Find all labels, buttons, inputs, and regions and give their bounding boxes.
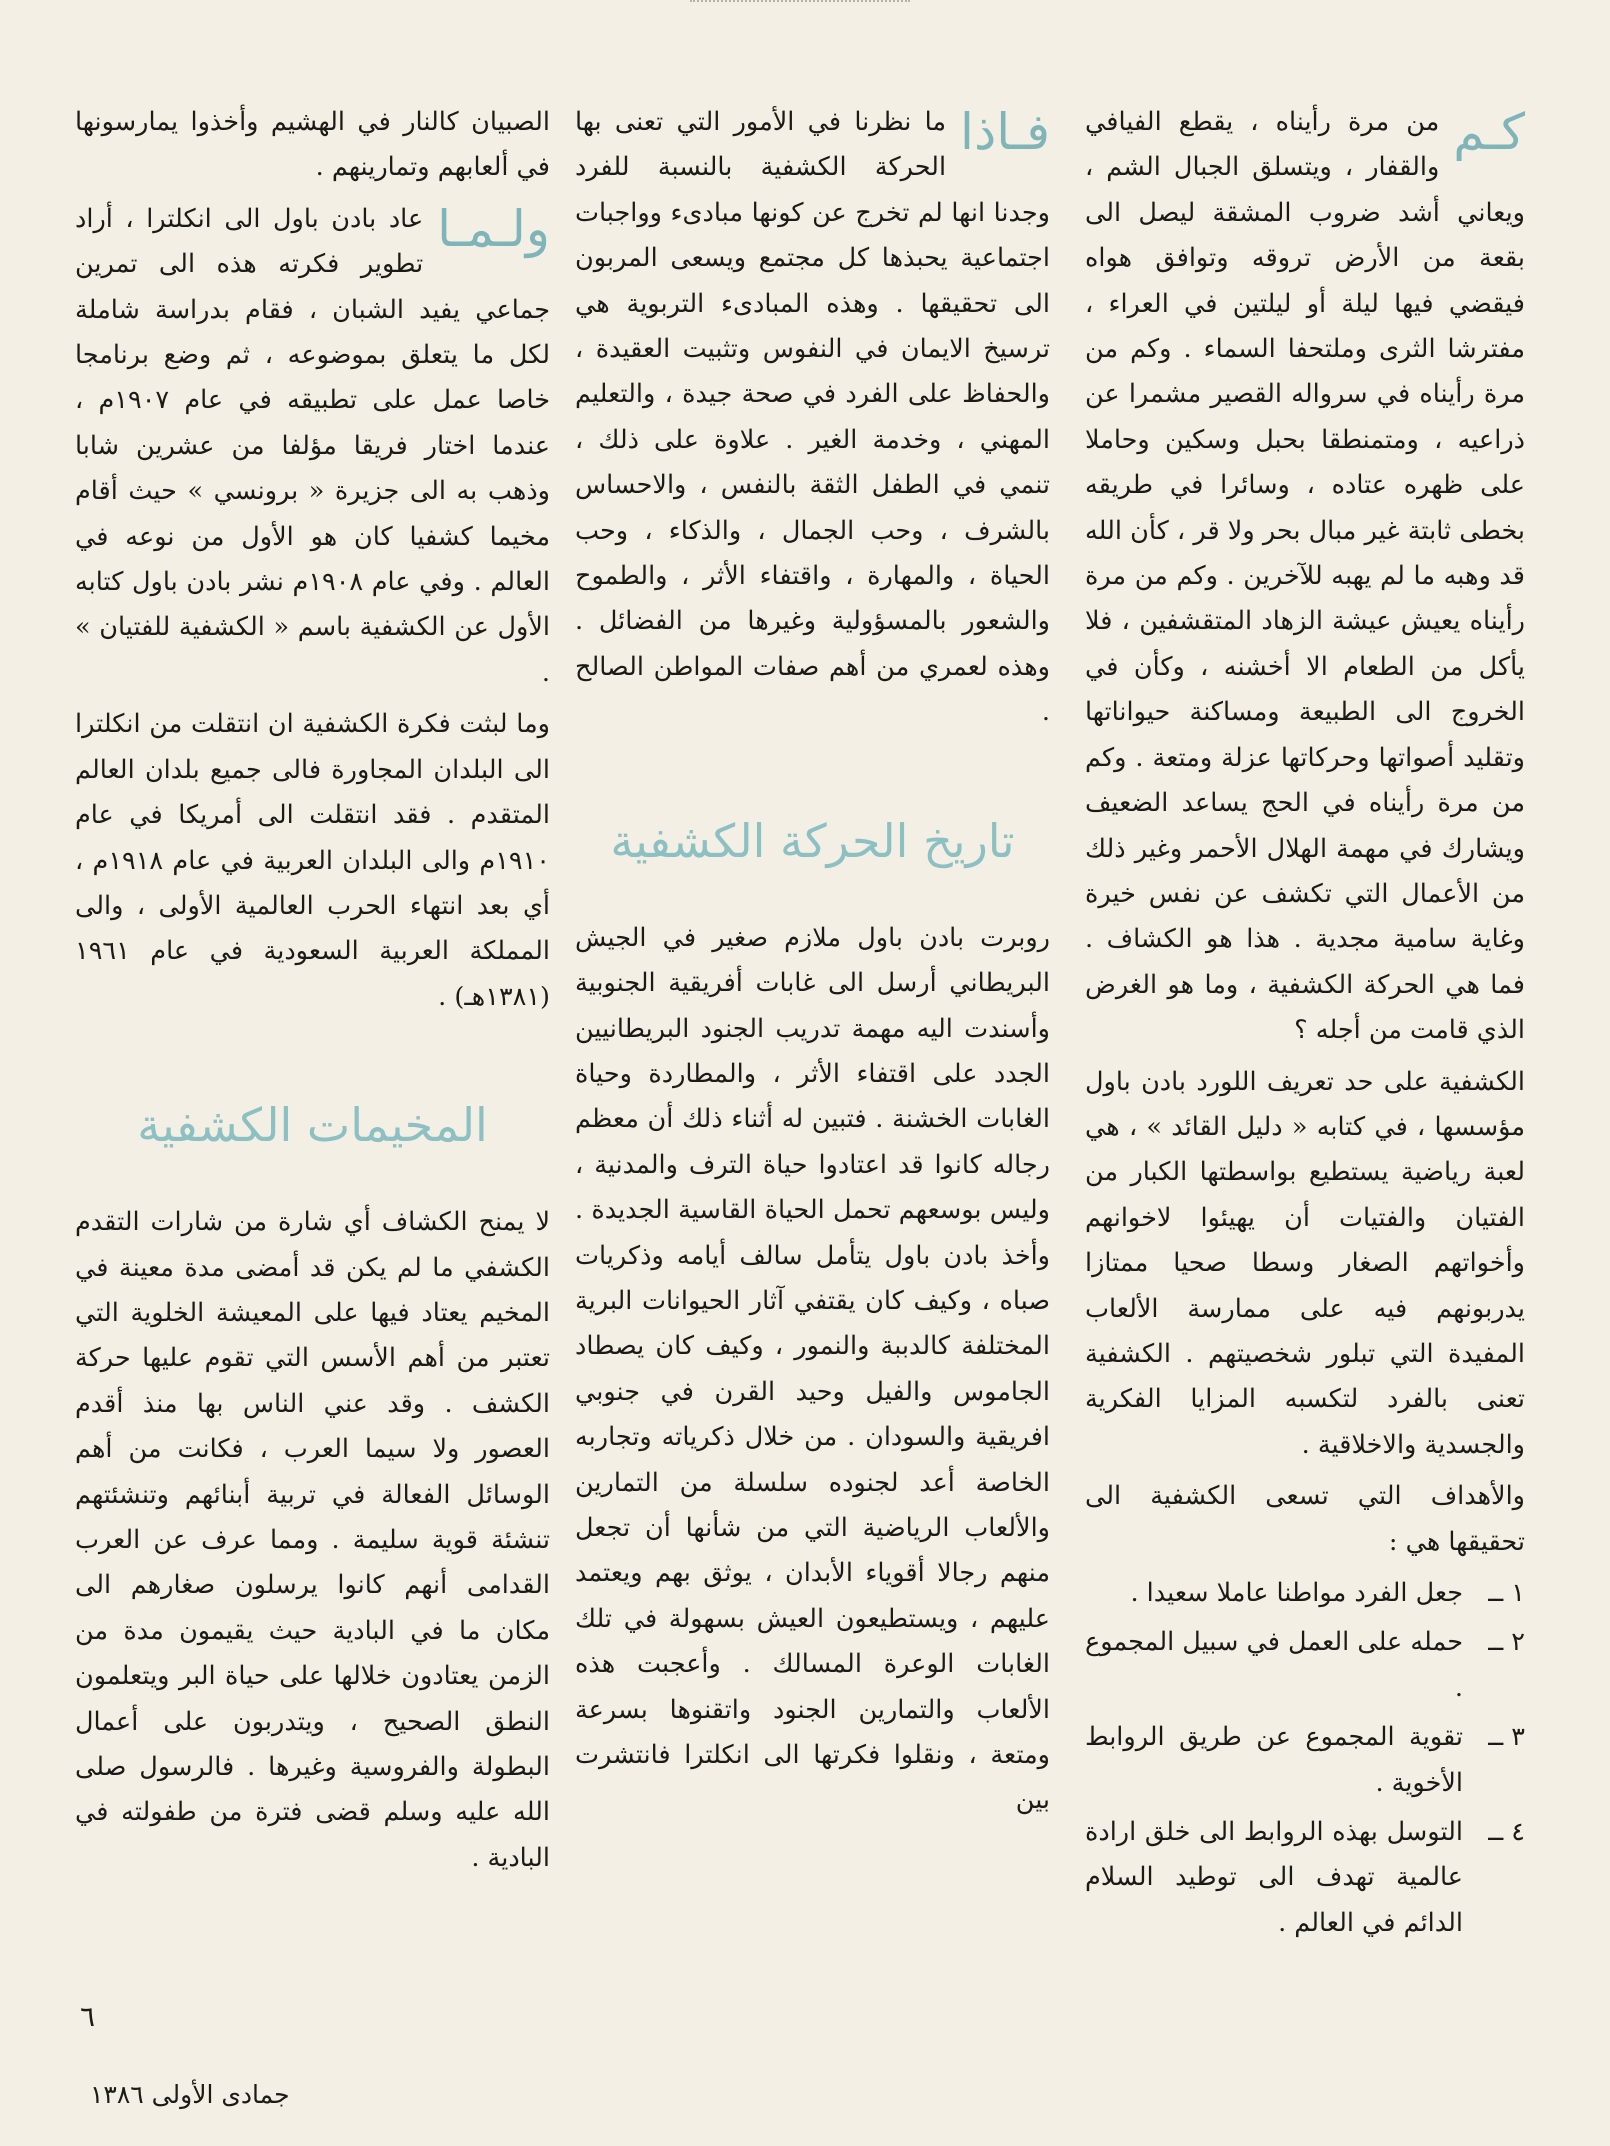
list-item-text: جعل الفرد مواطنا عاملا سعيدا .	[1130, 1578, 1463, 1608]
return-paragraph	[75, 197, 550, 696]
decorative-drop-word: كـم	[1453, 103, 1525, 161]
list-item-number: ٢ ــ	[1488, 1627, 1525, 1658]
article-column-right	[1085, 100, 1525, 1950]
top-edge-mark	[690, 0, 910, 8]
principles-text: ما نظرنا في الأمور التي تعنى بها الحركة الكشفية بالنسبة للفرد وجدنا انها لم تخرج عن كونها مبادىء وواجبات اجتماعية يحبذها كل مجتمع ويسعى المربون الى تحقيقها . وهذه المبادىء التربوية هي ترسيخ الايمان في النفوس وتثبيت العقيدة ، والحفاظ على الفرد في صحة جيدة ، والتعليم المهني ، وخدمة الغير . علاوة على ذلك ، تنمي في الطفل الثقة بالنفس ، والاحساس بالشرف ، وحب الجمال ، والذكاء ، وحب الحياة ، والمهارة ، واقتفاء الأثر ، والطموح والشعور بالمسؤولية وغيرها من الفضائل . وهذه لعمري من أهم صفات المواطن الصالح .	[575, 107, 1050, 728]
page-number: ٦	[80, 2000, 96, 2033]
article-column-left	[75, 100, 550, 1887]
continuation-paragraph: الصبيان كالنار في الهشيم وأخذوا يمارسونها في ألعابهم وتمارينهم .	[75, 107, 550, 183]
list-item-number: ٤ ــ	[1488, 1817, 1525, 1848]
list-item-text: حمله على العمل في سبيل المجموع .	[1085, 1627, 1463, 1703]
list-item	[1085, 1571, 1525, 1616]
camps-paragraph: لا يمنح الكشاف أي شارة من شارات التقدم الكشفي ما لم يكن قد أمضى مدة معينة في المخيم يعتاد فيها على المعيشة الخلوية التي تعتبر من أهم الأسس التي تقوم عليها حركة الكشف . وقد عني الناس بها منذ أقدم العصور ولا سيما العرب ، فكانت من أهم الوسائل الفعالة في تربية أبنائهم وتنشئتهم تنشئة قوية سليمة . ومما عرف عن العرب القدامى أنهم كانوا يرسلون صغارهم الى مكان ما في البادية حيث يقيمون مدة من الزمن يعتادون خلالها على حياة البر ويتعلمون النطق الصحيح ، ويتدربون على أعمال البطولة والفروسية وغيرها . فالرسول صلى الله عليه وسلم قضى فترة من طفولته في البادية .	[75, 1207, 550, 1873]
return-text: عاد بادن باول الى انكلترا ، أراد تطوير فكرته هذه الى تمرين جماعي يفيد الشبان ، فقام بدراسة شاملة لكل ما يتعلق بموضوعه ، ثم وضع برنامجا خاصا عمل على تطبيقه في عام ١٩٠٧م ، عندما اختار فريقا مؤلفا من عشرين شابا وذهب به الى جزيرة « برونسي » حيث أقام مخيما كشفيا كان هو الأول من نوعه في العالم . وفي عام ١٩٠٨م نشر بادن باول كتابه الأول عن الكشفية باسم « الكشفية للفتيان » .	[75, 203, 551, 688]
section-title-history: تاريخ الحركة الكشفية	[610, 813, 1015, 868]
list-item-text: التوسل بهذه الروابط الى خلق ارادة عالمية تهدف الى توطيد السلام الدائم في العالم .	[1085, 1817, 1463, 1938]
list-item-text: تقوية المجموع عن طريق الروابط الأخوية .	[1085, 1722, 1463, 1798]
section-title-camps: المخيمات الكشفية	[137, 1098, 488, 1153]
goals-intro: والأهداف التي تسعى الكشفية الى تحقيقها هي :	[1085, 1481, 1525, 1557]
list-item	[1085, 1715, 1525, 1806]
issue-date-footer: جمادى الأولى ١٣٨٦	[90, 2080, 290, 2109]
goals-list	[1085, 1571, 1525, 1946]
spread-paragraph: وما لبثت فكرة الكشفية ان انتقلت من انكلترا الى البلدان المجاورة فالى جميع بلدان العالم المتقدم . فقد انتقلت الى أمريكا في عام ١٩١٠م والى البلدان العربية في عام ١٩١٨م ، أي بعد انتهاء الحرب العالمية الأولى ، والى المملكة العربية السعودية في عام ١٩٦١ (١٣٨١هـ) .	[75, 709, 550, 1012]
intro-paragraph	[1085, 100, 1525, 1054]
history-paragraph: روبرت بادن باول ملازم صغير في الجيش البريطاني أرسل الى غابات أفريقية الجنوبية وأسندت اليه مهمة تدريب الجنود البريطانيين الجدد على اقتفاء الأثر ، والمطاردة وحياة الغابات الخشنة . فتبين له أثناء ذلك أن معظم رجاله كانوا قد اعتادوا حياة الترف والمدنية ، وليس بوسعهم تحمل الحياة القاسية الجديدة . وأخذ بادن باول يتأمل سالف أيامه وذكريات صباه ، وكيف كان يقتفي آثار الحيوانات البرية المختلفة كالدببة والنمور ، وكيف كان يصطاد الجاموس والفيل وحيد القرن في جنوبي افريقية والسودان . من خلال ذكرياته وتجاربه الخاصة أعد لجنوده سلسلة من التمارين والألعاب الرياضية التي من شأنها أن تجعل منهم رجالا أقوياء الأبدان ، يوثق بهم ويعتمد عليهم ، ويستطيعون العيش بسهولة في تلك الغابات الوعرة المسالك . وأعجبت هذه الألعاب والتمارين الجنود واتقنوها بسرعة ومتعة ، ونقلوا فكرتها الى انكلترا فانتشرت بين	[575, 922, 1051, 1816]
list-item	[1085, 1810, 1525, 1946]
intro-text: من مرة رأيناه ، يقطع الفيافي والقفار ، ويتسلق الجبال الشم ، ويعاني أشد ضروب المشقة ليصل الى بقعة من الأرض تروقه وتوافق هواه فيقضي فيها ليلة أو ليلتين في العراء ، مفترشا الثرى وملتحفا السماء . وكم من مرة رأيناه في سرواله القصير مشمرا عن ذراعيه ، ومتمنطقا بحبل وسكين وحاملا على ظهره عتاده ، وسائرا في طريقه بخطى ثابتة غير مبال بحر ولا قر ، كأن الله قد وهبه ما لم يهبه للآخرين . وكم من مرة رأيناه يعيش عيشة الزهاد المتقشفين ، فلا يأكل من الطعام الا أخشنه ، وكأن في الخروج الى الطبيعة ومساكنة حيواناتها وتقليد أصواتها وحركاتها عزلة ومتعة . وكم من مرة رأيناه في الحج يساعد الضعيف ويشارك في مهمة الهلال الأحمر وغير ذلك من الأعمال التي تكشف عن نفس خيرة وغاية سامية مجدية . هذا هو الكشاف . فما هي الحركة الكشفية ، وما هو الغرض الذي قامت من أجله ؟	[1085, 107, 1525, 1046]
list-item-number: ٣ ــ	[1488, 1722, 1525, 1753]
list-item-number: ١ ــ	[1488, 1578, 1525, 1608]
article-column-middle	[575, 100, 1050, 1830]
definition-paragraph: الكشفية على حد تعريف اللورد بادن باول مؤسسها ، في كتابه « دليل القائد » ، هي لعبة رياضية يستطيع بواسطتها الكبار من الفتيان والفتيات أن يهيئوا لاخوانهم وأخواتهم الصغار وسطا صحيا ممتازا يدربونهم فيه على ممارسة الألعاب المفيدة التي تبلور شخصيتهم . الكشفية تعنى بالفرد لتكسبه المزايا الفكرية والجسدية والاخلاقية .	[1085, 1066, 1525, 1460]
decorative-drop-word: ولـمـا	[437, 199, 550, 258]
decorative-drop-word: فـاذا	[960, 103, 1050, 161]
list-item	[1085, 1620, 1525, 1711]
principles-paragraph	[575, 100, 1050, 736]
